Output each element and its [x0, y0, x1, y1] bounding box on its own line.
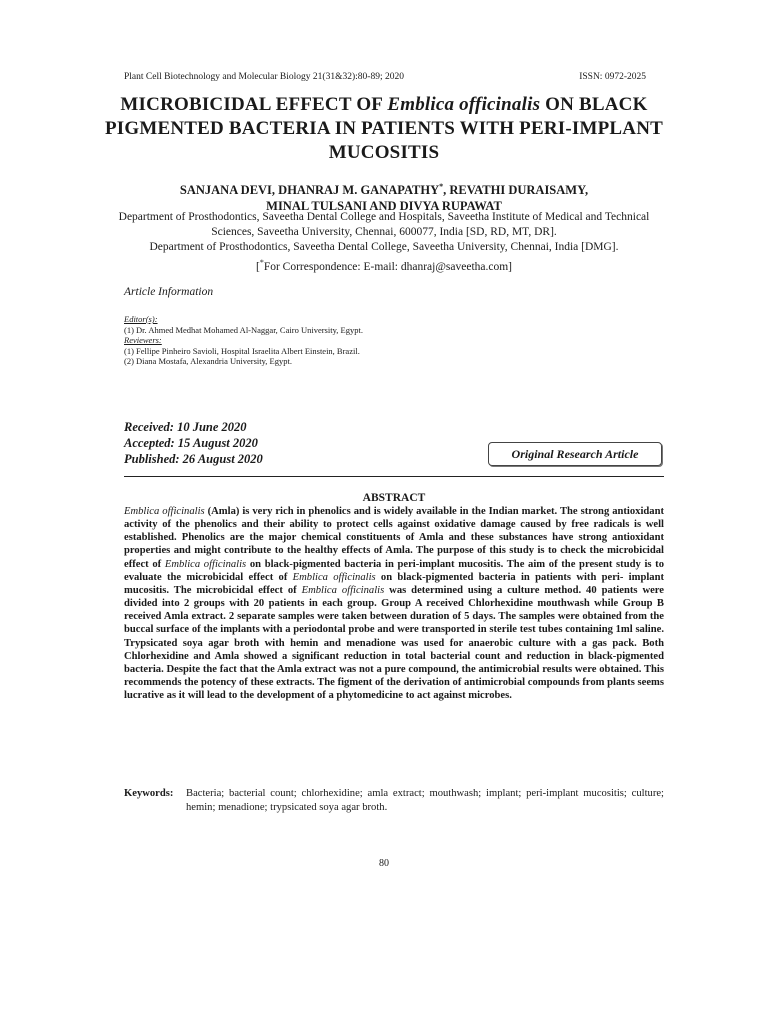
reviewer-item: (2) Diana Mostafa, Alexandria University, Egypt.	[124, 356, 292, 366]
reviewer-item: (1) Fellipe Pinheiro Savioli, Hospital Israelita Albert Einstein, Brazil.	[124, 345, 360, 356]
abstract-body	[124, 505, 664, 702]
page-number: 80	[379, 858, 389, 869]
species-name: Emblica officinalis	[301, 584, 385, 596]
divider	[124, 476, 664, 477]
affiliation-1: Department of Prosthodontics, Saveetha Dental College and Hospitals, Saveetha Institute of Medical and Technical Sciences, Saveetha University, Chennai, 600077, India [SD, RD, MT, DR].	[118, 211, 650, 238]
accepted-date: Accepted: 15 August 2020	[124, 436, 258, 450]
authors-text-a: SANJANA DEVI, DHANRAJ M. GANAPATHY	[179, 183, 440, 198]
title-part-1: MICROBICIDAL EFFECT OF	[120, 94, 388, 115]
abstract-text: was determined using a culture method. 40 patients were divided into 2 groups with 20 patients in each group. Group A received Chlorhexidine mouthwash while Group B received Amla extract. 2 separate samples were taken between duration of 5 days. The samples were obtained from the buccal surface of the implants with a periodontal probe and were transported in sterile test tubes containing 1ml saline. Trypsicated soya agar broth with hemin and menadione was used for anaerobic culture with a gas pack. Both Chlorhexidine and Amla showed a significant reduction in total bacterial count and reduction in black-pigmented bacteria. Despite the fact that the Amla extract was not a pure compound, the antimicrobial results were obtained. This recommends the potency of these extracts. The figment of the derivation of antimicrobial compounds from plants seems lucrative as it will lead to the development of a phytomedicine to act against microbes.	[124, 584, 665, 702]
corr-mark: *	[259, 258, 264, 267]
abstract-text: on black-pigmented bacteria in patients with peri- implant mucositis. The microbicidal effect of	[124, 571, 665, 596]
species-name: Emblica officinalis	[292, 571, 376, 583]
paper-title	[80, 93, 688, 165]
species-name: Emblica officinalis	[124, 506, 205, 517]
affiliations	[110, 210, 658, 275]
corr-open: [	[255, 260, 260, 273]
keywords-label: Keywords:	[124, 788, 174, 799]
abstract-text: (Amla) is very rich in phenolics and is widely available in the Indian market. The strong antioxidant activity of the phenolics and their ability to protect cells against oxidative damage caused by free radicals is well established. Phenolics are the major chemical constituents of Amla and these substances have strong antioxidant properties and might contribute to the healthy effects of Amla. The purpose of this study is to check the microbicidal effect of	[124, 506, 665, 570]
keywords	[124, 787, 664, 815]
reviewers-label: Reviewers:	[124, 335, 162, 345]
published-date: Published: 26 August 2020	[124, 452, 263, 466]
editor-item: (1) Dr. Ahmed Medhat Mohamed Al-Naggar, Cairo University, Egypt.	[124, 324, 363, 335]
keywords-list: Bacteria; bacterial count; chlorhexidine; amla extract; mouthwash; implant; peri-implant mucositis; culture; hemin; menadione; trypsicated soya agar broth.	[186, 788, 664, 813]
corr-email: For Correspondence: E-mail: dhanraj@saveetha.com]	[263, 260, 512, 273]
abstract-text: on black-pigmented bacteria in peri-implant mucositis. The aim of the present study is to evaluate the microbicidal effect of	[124, 558, 665, 583]
journal-citation: Plant Cell Biotechnology and Molecular Biology 21(31&32):80-89; 2020	[124, 72, 404, 82]
running-head	[124, 72, 646, 82]
species-name: Emblica officinalis	[164, 558, 247, 570]
editors-reviewers	[124, 314, 644, 367]
author-list	[80, 179, 688, 214]
article-dates	[124, 419, 263, 467]
author-line-2: MINAL TULSANI AND DIVYA RUPAWAT	[266, 199, 502, 214]
author-line-1	[80, 179, 688, 198]
article-type-badge: Original Research Article	[488, 442, 662, 466]
abstract-heading: ABSTRACT	[362, 492, 426, 504]
title-species: Emblica officinalis	[387, 94, 541, 115]
authors-text-b: , REVATHI DURAISAMY,	[443, 183, 589, 198]
title-part-2: ON BLACK PIGMENTED BACTERIA IN PATIENTS WITH PERI-IMPLANT MUCOSITIS	[104, 94, 664, 163]
correspondence	[110, 255, 658, 275]
affiliation-2: Department of Prosthodontics, Saveetha Dental College, Saveetha University, Chennai, India [DMG].	[149, 241, 619, 253]
corresponding-mark: *	[439, 182, 444, 191]
issn: ISSN: 0972-2025	[579, 72, 646, 82]
received-date: Received: 10 June 2020	[124, 420, 247, 434]
article-info-heading: Article Information	[124, 286, 214, 298]
editors-label: Editor(s):	[124, 314, 158, 324]
